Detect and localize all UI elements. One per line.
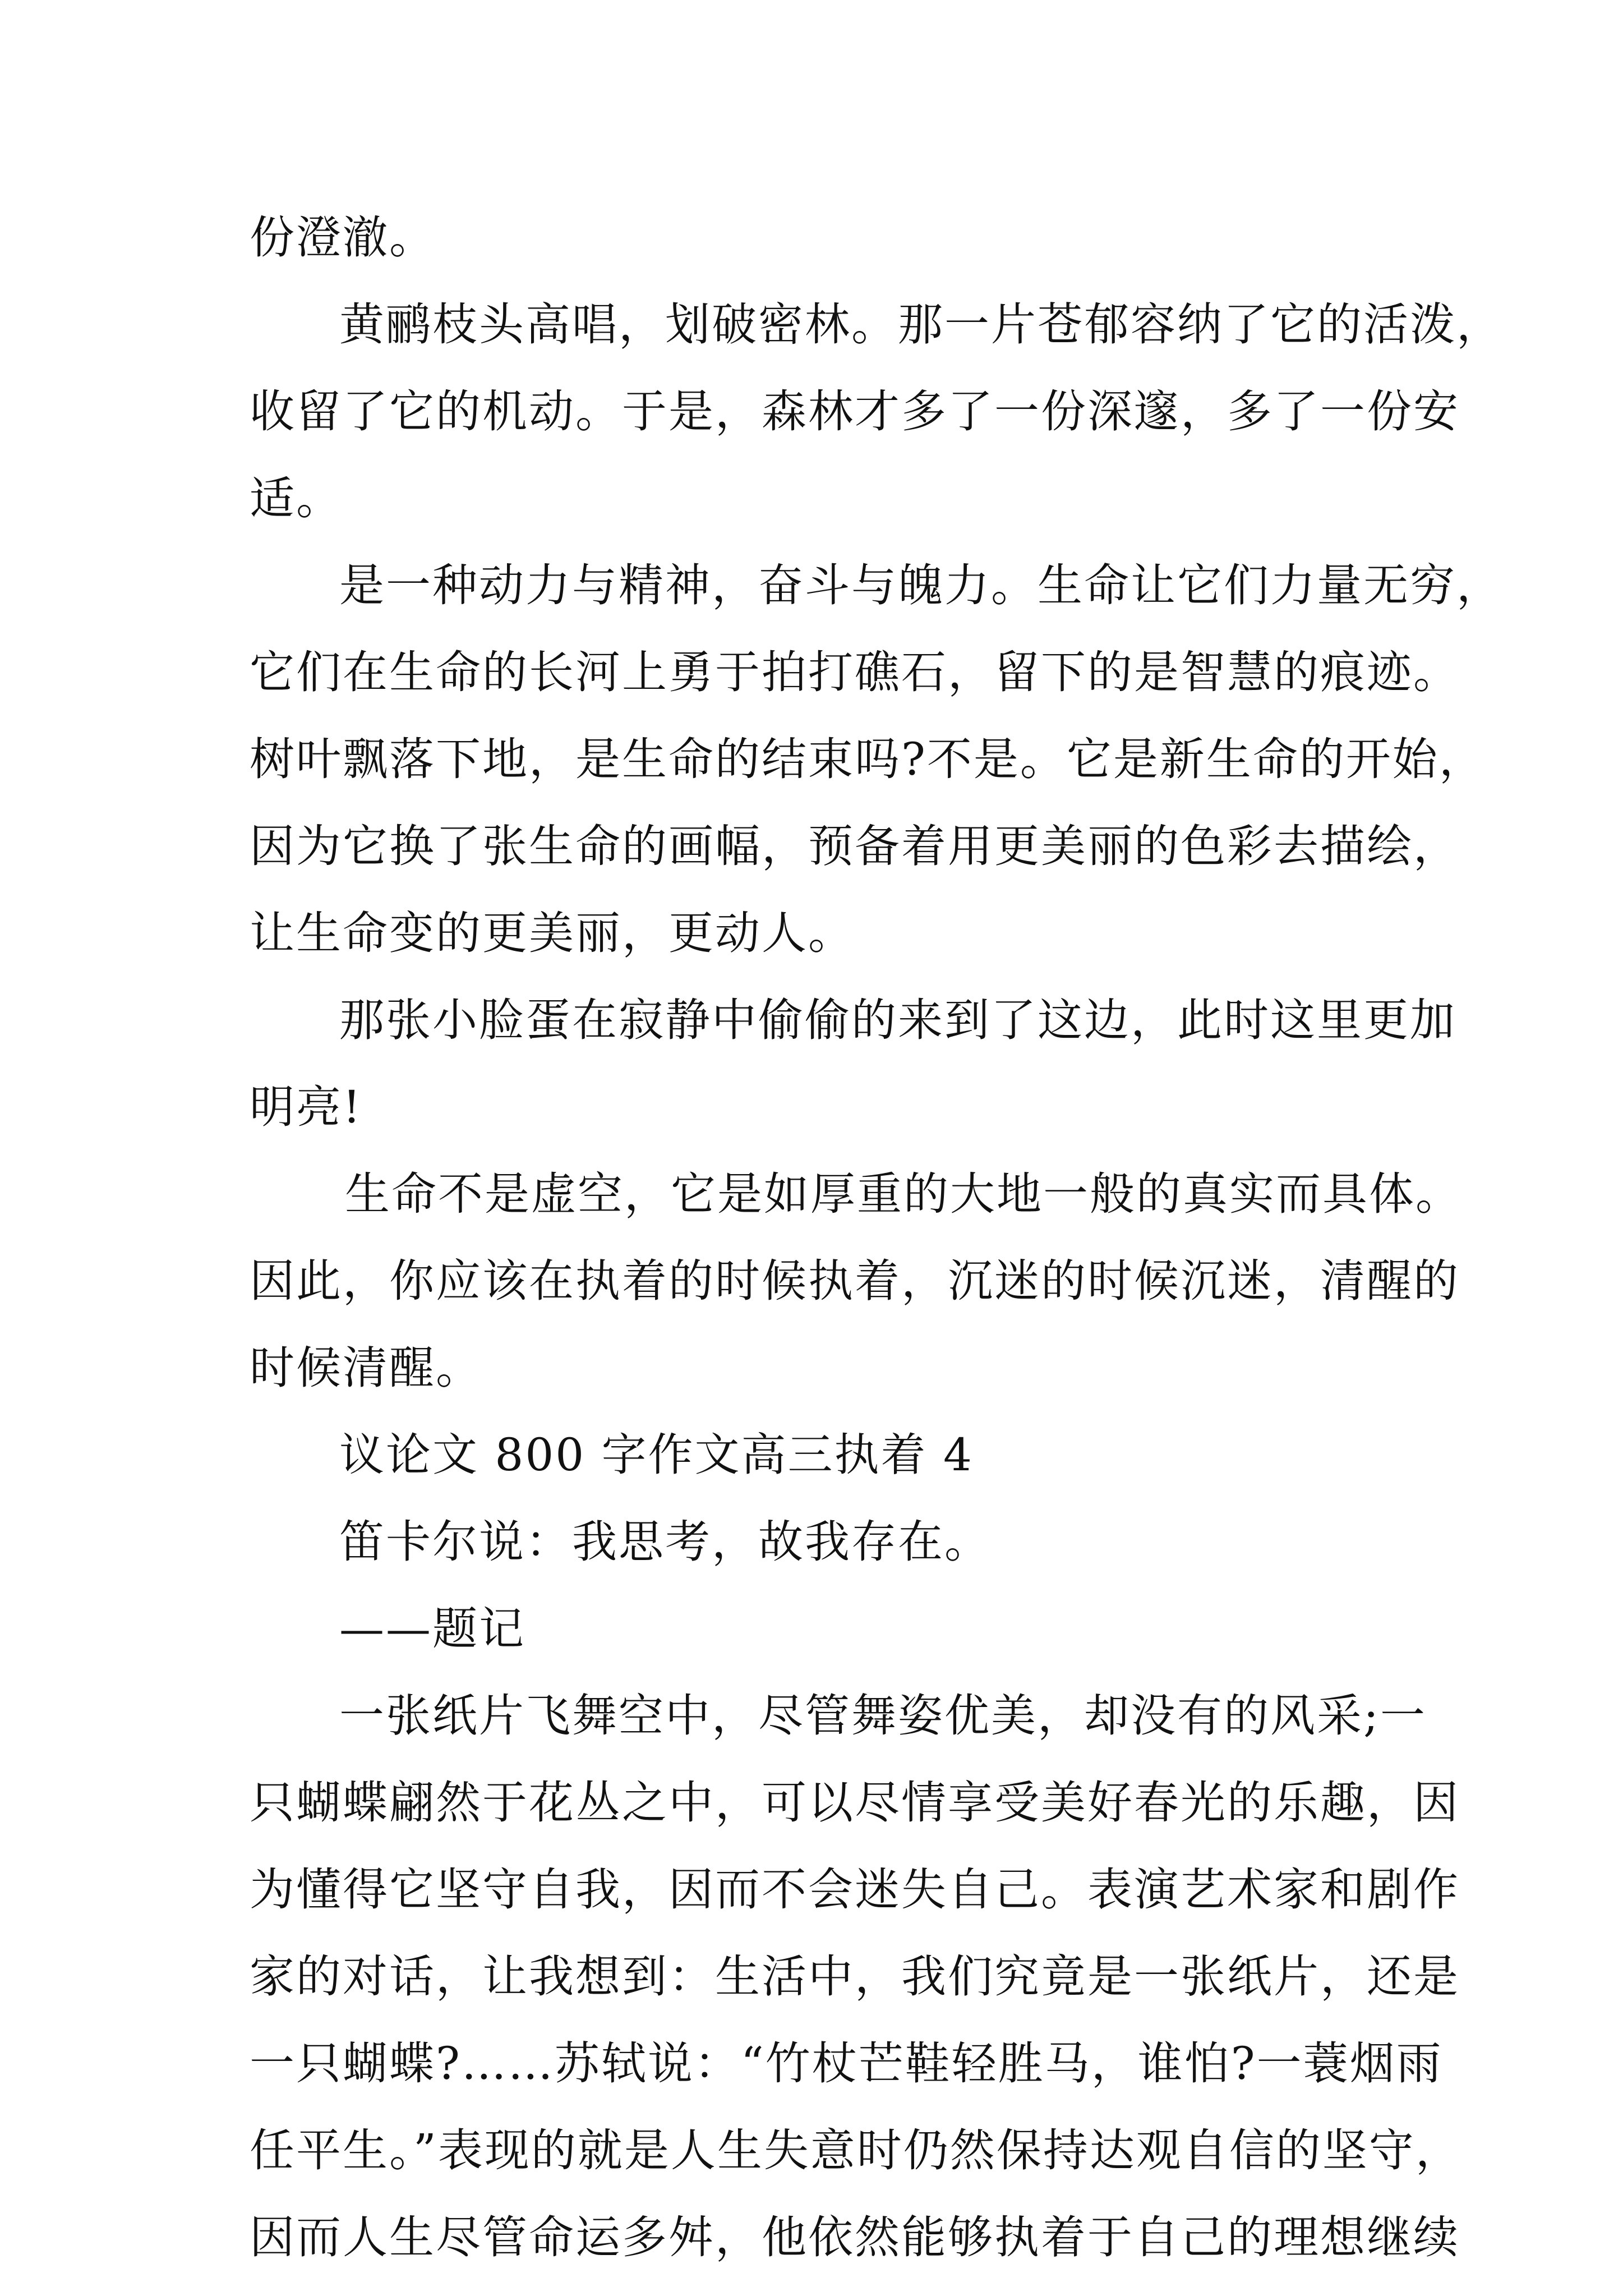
text-line: 是一种动力与精神，奋斗与魄力。生命让它们力量无穷， <box>339 559 1503 611</box>
text-line: 明亮! <box>250 1081 363 1133</box>
text-line: 生命不是虚空，它是如厚重的大地一般的真实而具体。 <box>345 1168 1462 1220</box>
text-line: 收留了它的机动。于是，森林才多了一份深邃，多了一份安 <box>250 385 1460 438</box>
text-line: 因此，你应该在执着的时候执着，沉迷的时候沉迷，清醒的 <box>250 1255 1460 1307</box>
text-line: 树叶飘落下地，是生命的结束吗?不是。它是新生命的开始， <box>250 733 1486 785</box>
epigraph-quote: 笛卡尔说：我思考，故我存在。 <box>339 1516 991 1568</box>
section-heading: 议论文 800 字作文高三执着 4 <box>339 1429 974 1481</box>
text-line: 它们在生命的长河上勇于拍打礁石，留下的是智慧的痕迹。 <box>250 646 1460 698</box>
text-line: 为懂得它坚守自我，因而不会迷失自己。表演艺术家和剧作 <box>250 1864 1460 1916</box>
text-line: 一张纸片飞舞空中，尽管舞姿优美，却没有的风采;一 <box>339 1690 1427 1742</box>
text-line: 黄鹂枝头高唱，划破密林。那一片苍郁容纳了它的活泼， <box>339 298 1503 351</box>
text-line: 家的对话，让我想到：生活中，我们究竟是一张纸片，还是 <box>250 1950 1460 2003</box>
text-line: 时候清醒。 <box>250 1342 482 1394</box>
text-line: 任平生。”表现的就是人生失意时仍然保持达观自信的坚守， <box>250 2124 1462 2177</box>
text-line: 适。 <box>250 472 343 524</box>
body-text <box>250 194 1503 2281</box>
text-line: 因为它换了张生命的画幅，预备着用更美丽的色彩去描绘， <box>250 820 1460 872</box>
text-line: 那张小脸蛋在寂静中偷偷的来到了这边，此时这里更加 <box>339 994 1456 1046</box>
text-line: 份澄澈。 <box>250 211 436 264</box>
epigraph-attribution: ——题记 <box>339 1603 525 1655</box>
text-line: 一只蝴蝶?……苏轼说：“竹杖芒鞋轻胜马，谁怕?一蓑烟雨 <box>250 2037 1443 2090</box>
text-line: 只蝴蝶翩然于花丛之中，可以尽情享受美好春光的乐趣，因 <box>250 1777 1460 1829</box>
text-line: 让生命变的更美丽，更动人。 <box>250 907 855 959</box>
text-line: 因而人生尽管命运多舛，他依然能够执着于自己的理想继续 <box>250 2211 1460 2263</box>
